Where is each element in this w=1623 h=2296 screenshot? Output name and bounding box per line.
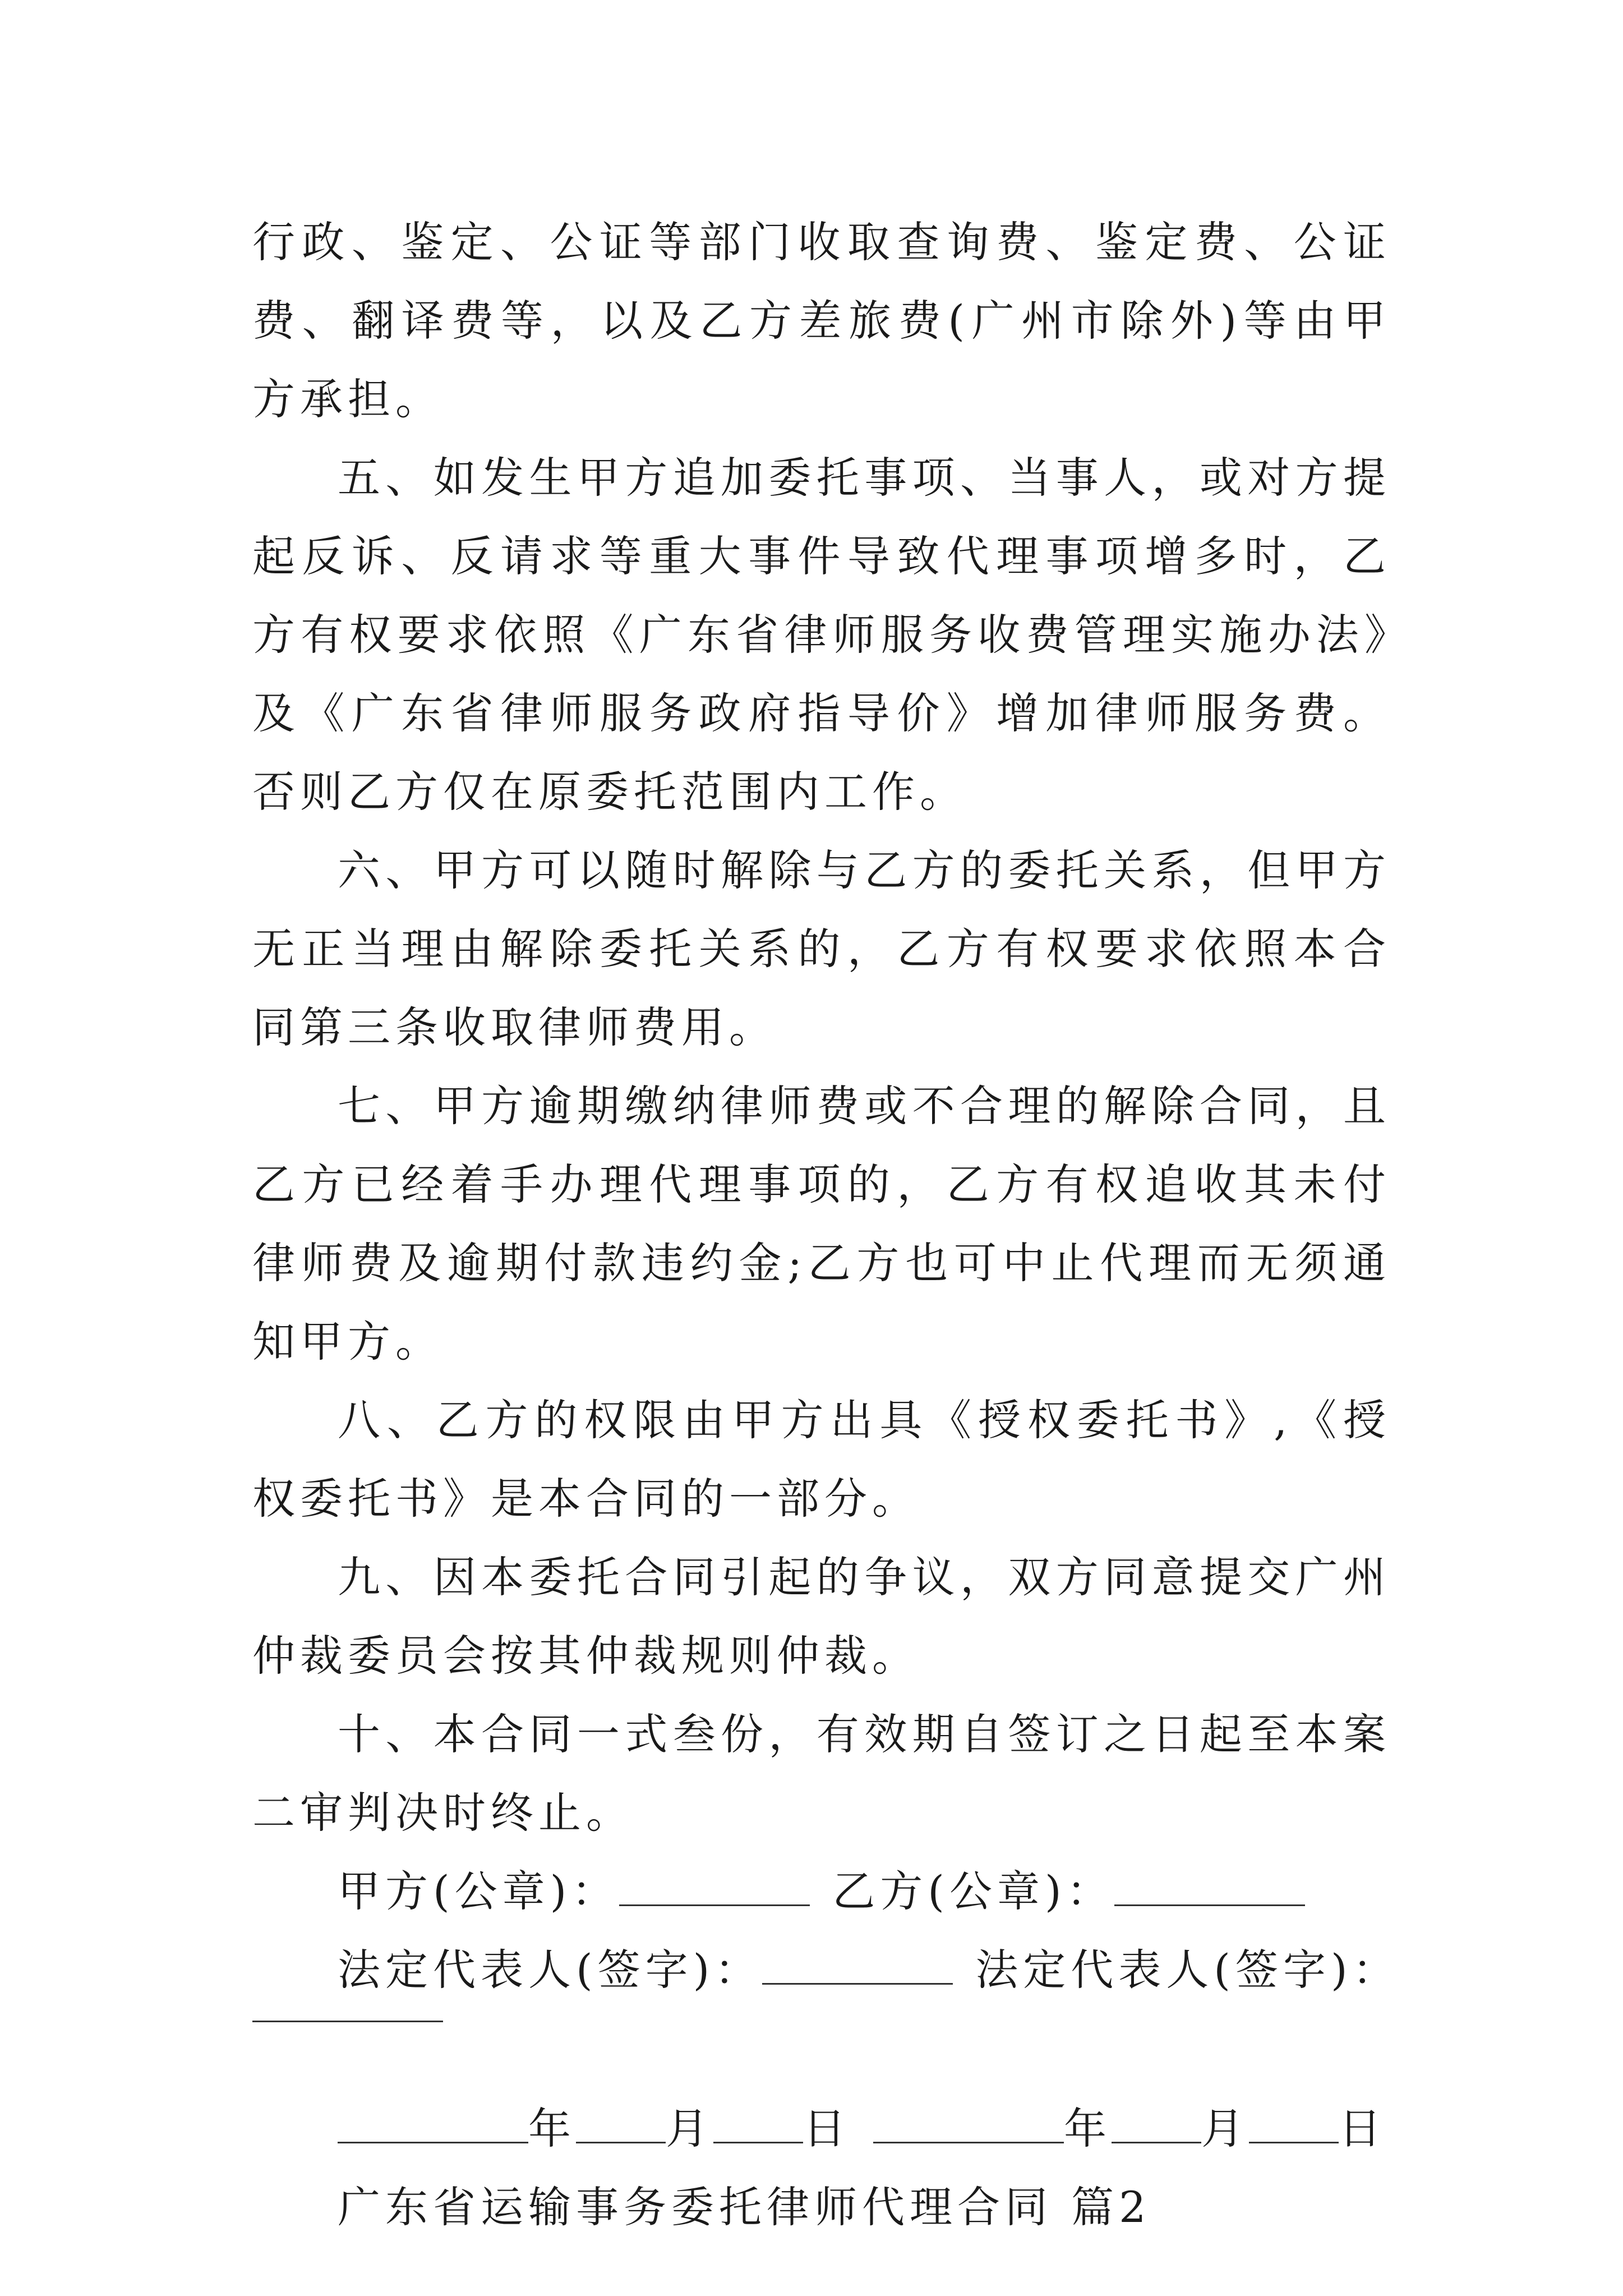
clause-10: 十、本合同一式叁份，有效期自签订之日起至本案二审判决时终止。 bbox=[252, 1709, 1391, 1838]
seal-line bbox=[252, 1852, 1391, 1931]
date-a-month-blank bbox=[576, 2102, 666, 2143]
date-a-year-blank bbox=[338, 2102, 528, 2143]
clause-8: 八、乙方的权限由甲方出具《授权委托书》,《授权委托书》是本合同的一部分。 bbox=[252, 1395, 1391, 1524]
date-a-day: 日 bbox=[803, 2104, 851, 2154]
party-a-seal-blank bbox=[619, 1865, 810, 1906]
paragraph-fees-continued: 行政、鉴定、公证等部门收取查询费、鉴定费、公证费、翻译费等，以及乙方差旅费(广州市除外)等由甲方承担。 bbox=[252, 217, 1391, 424]
date-b-day-blank bbox=[1249, 2102, 1339, 2143]
next-contract-title: 广东省运输事务委托律师代理合同 篇2 bbox=[338, 2182, 1151, 2232]
clause-6: 六、甲方可以随时解除与乙方的委托关系，但甲方无正当理由解除委托关系的，乙方有权要求依照本合同第三条收取律师费用。 bbox=[252, 845, 1391, 1052]
date-a-month: 月 bbox=[666, 2104, 713, 2154]
date-a-year: 年 bbox=[528, 2104, 576, 2154]
date-b-year-blank bbox=[873, 2102, 1064, 2143]
rep-b-label: 法定代表人(签字)： bbox=[975, 1945, 1400, 1995]
clause-9: 九、因本委托合同引起的争议，双方同意提交广州仲裁委员会按其仲裁规则仲裁。 bbox=[252, 1552, 1391, 1681]
date-b-day: 日 bbox=[1339, 2104, 1386, 2154]
clause-7: 七、甲方逾期缴纳律师费或不合理的解除合同，且乙方已经着手办理代理事项的，乙方有权追收其未付律师费及逾期付款违约金;乙方也可中止代理而无须通知甲方。 bbox=[252, 1081, 1391, 1366]
clause-5: 五、如发生甲方追加委托事项、当事人，或对方提起反诉、反请求等重大事件导致代理事项增多时，乙方有权要求依照《广东省律师服务收费管理实施办法》及《广东省律师服务政府指导价》增加律师服务费。否则乙方仅在原委托范围内工作。 bbox=[252, 453, 1391, 817]
date-a-day-blank bbox=[713, 2102, 803, 2143]
party-a-seal-label: 甲方(公章)： bbox=[338, 1866, 620, 1916]
representative-line bbox=[252, 1931, 1400, 2009]
document-page bbox=[252, 203, 1400, 2247]
date-line bbox=[252, 2090, 1391, 2168]
party-b-seal-blank bbox=[1114, 1865, 1305, 1906]
date-b-month: 月 bbox=[1201, 2104, 1249, 2154]
party-b-seal-label: 乙方(公章)： bbox=[832, 1866, 1114, 1916]
rep-a-blank bbox=[762, 1944, 953, 1985]
rep-b-blank bbox=[252, 2021, 443, 2022]
date-b-month-blank bbox=[1112, 2102, 1201, 2143]
date-b-year: 年 bbox=[1064, 2104, 1112, 2154]
rep-a-label: 法定代表人(签字)： bbox=[338, 1945, 763, 1995]
